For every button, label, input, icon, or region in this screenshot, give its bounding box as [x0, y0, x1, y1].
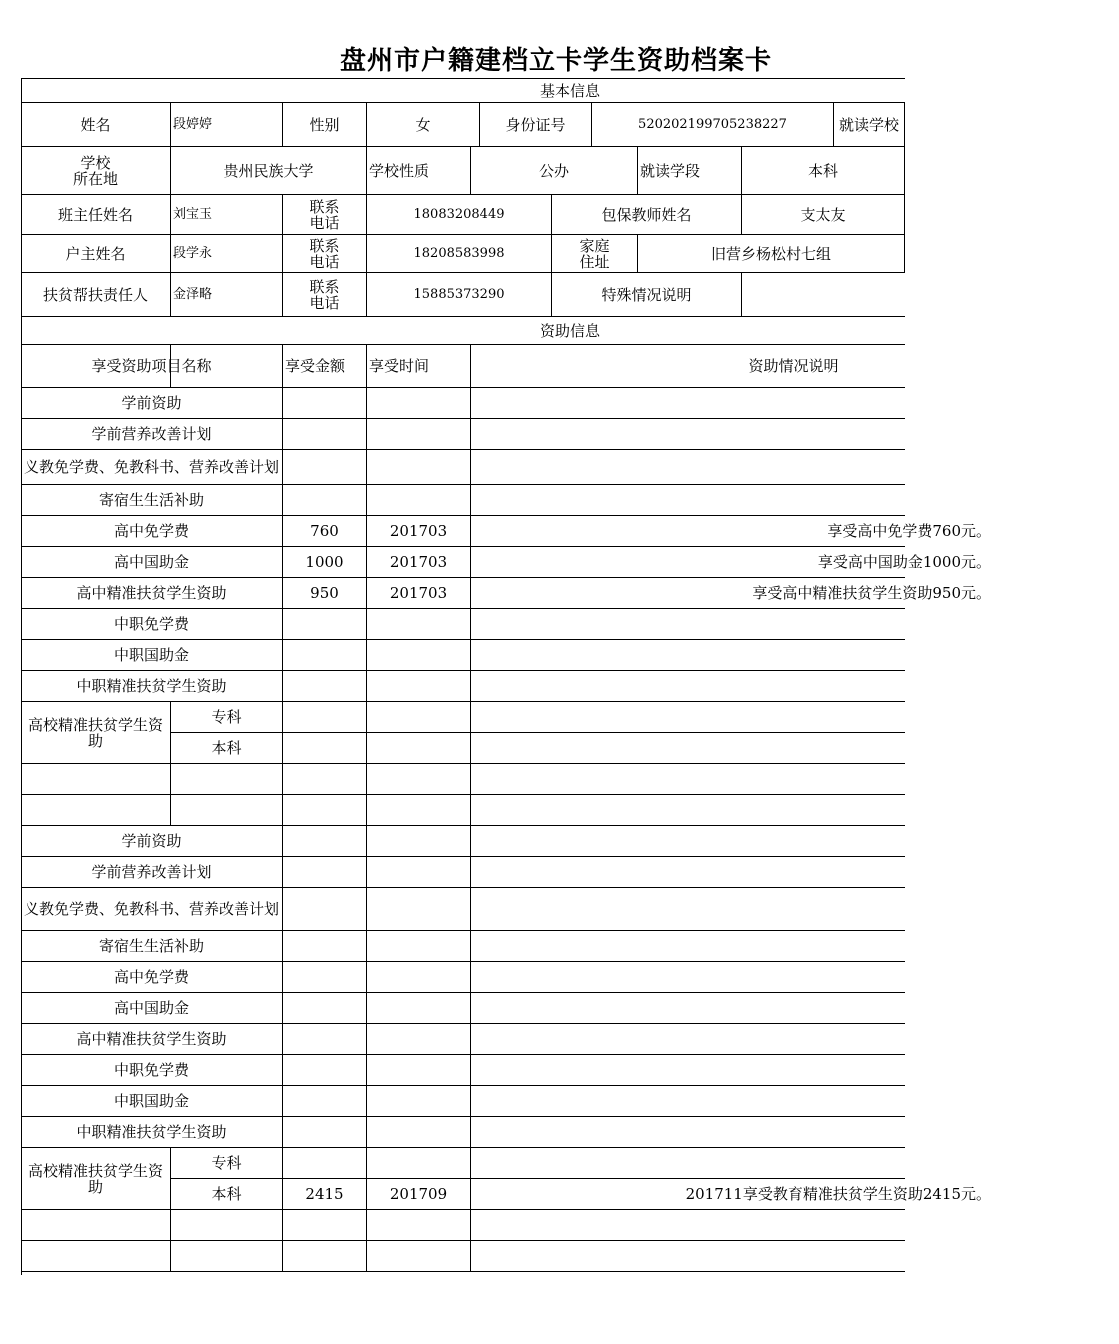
aid-amount — [283, 1148, 366, 1178]
grid-line — [170, 1209, 171, 1240]
special-situation-label: 特殊情况说明 — [601, 285, 692, 304]
aid-time — [367, 826, 470, 856]
aid-amount — [283, 1055, 366, 1085]
col-amount-header: 享受金额 — [285, 357, 346, 375]
aid-description — [471, 931, 993, 961]
grid-line — [170, 1240, 171, 1271]
aid-time — [367, 993, 470, 1023]
grid-line — [904, 194, 905, 234]
aid-project-name: 高中国助金 — [113, 553, 189, 571]
aid-time — [367, 1055, 470, 1085]
grid-line — [21, 1271, 905, 1272]
responsible-person-value: 金泽略 — [173, 286, 213, 302]
school-label: 就读学校 — [838, 115, 899, 134]
aid-amount — [283, 888, 366, 930]
aid-project-name: 寄宿生生活补助 — [98, 937, 204, 955]
aid-description — [471, 1117, 993, 1147]
teacher-phone-label: 联系 电话 — [309, 197, 340, 232]
higher-edu-aid-label: 高校精准扶贫学生资助 — [27, 715, 163, 750]
name-label: 姓名 — [80, 115, 111, 134]
aid-description — [471, 450, 993, 484]
responsible-phone-value: 15885373290 — [413, 286, 505, 302]
aid-description: 享受高中国助金1000元。 — [817, 553, 991, 571]
school-nature-value: 公办 — [538, 161, 569, 180]
aid-project-name: 中职精准扶贫学生资助 — [76, 677, 227, 695]
aid-description — [471, 1055, 993, 1085]
grid-line — [904, 146, 905, 194]
aid-amount: 2415 — [305, 1185, 344, 1203]
sub-zhuanke-label: 专科 — [211, 708, 242, 726]
aid-time: 201703 — [389, 553, 448, 571]
aid-time — [367, 640, 470, 670]
name-value: 段婷婷 — [173, 116, 213, 132]
grid-line — [170, 1209, 905, 1210]
aid-amount: 760 — [310, 522, 339, 540]
aid-description — [471, 609, 993, 639]
id-number-label: 身份证号 — [505, 115, 566, 134]
aid-time — [367, 609, 470, 639]
aid-amount — [283, 1024, 366, 1054]
aid-project-name: 高中免学费 — [113, 968, 189, 986]
grid-line — [170, 794, 171, 825]
aid-description — [471, 702, 993, 732]
aid-amount — [283, 419, 366, 449]
grid-line — [470, 763, 471, 794]
head-teacher-value: 刘宝玉 — [173, 206, 213, 222]
grid-line — [282, 1209, 283, 1240]
aid-project-name: 高中精准扶贫学生资助 — [76, 1030, 227, 1048]
home-address-value: 旧营乡杨松村七组 — [710, 244, 831, 263]
grid-line — [366, 763, 367, 794]
grid-line — [21, 794, 905, 795]
study-stage-label: 就读学段 — [640, 161, 701, 180]
aid-time: 201703 — [389, 522, 448, 540]
col-time-header: 享受时间 — [369, 357, 430, 375]
grid-line — [366, 1209, 367, 1240]
head-teacher-label: 班主任姓名 — [57, 205, 133, 224]
school-location-value: 贵州民族大学 — [223, 161, 314, 180]
grid-line — [366, 794, 367, 825]
aid-amount — [283, 962, 366, 992]
aid-project-name: 中职免学费 — [113, 1061, 189, 1079]
aid-time — [367, 450, 470, 484]
sub-benke-label: 本科 — [211, 739, 242, 757]
guarantor-teacher-value: 支太友 — [800, 205, 846, 224]
aid-amount — [283, 1117, 366, 1147]
sub-zhuanke-label: 专科 — [211, 1154, 242, 1172]
aid-amount — [283, 931, 366, 961]
aid-project-name: 学前营养改善计划 — [91, 863, 212, 881]
aid-time — [367, 888, 470, 930]
aid-description — [471, 733, 993, 763]
aid-amount — [283, 993, 366, 1023]
col-desc-header: 资助情况说明 — [748, 357, 839, 375]
householder-phone-label: 联系 电话 — [309, 236, 340, 271]
aid-amount — [283, 485, 366, 515]
aid-time — [367, 857, 470, 887]
aid-project-name: 寄宿生生活补助 — [98, 491, 204, 509]
householder-value: 段学永 — [173, 245, 213, 261]
aid-description: 201711享受教育精准扶贫学生资助2415元。 — [685, 1185, 991, 1203]
responsible-phone-label: 联系 电话 — [309, 277, 340, 312]
aid-description — [471, 1148, 993, 1178]
gender-value: 女 — [415, 115, 431, 134]
aid-description — [471, 888, 993, 930]
aid-amount — [283, 733, 366, 763]
aid-description — [471, 1024, 993, 1054]
grid-line — [282, 794, 283, 825]
aid-description — [471, 857, 993, 887]
aid-time — [367, 733, 470, 763]
aid-project-name: 高中精准扶贫学生资助 — [76, 584, 227, 602]
aid-project-name: 中职国助金 — [113, 646, 189, 664]
guarantor-teacher-label: 包保教师姓名 — [601, 205, 692, 224]
aid-amount — [283, 826, 366, 856]
aid-description: 享受高中免学费760元。 — [827, 522, 991, 540]
higher-edu-aid-label: 高校精准扶贫学生资助 — [27, 1161, 163, 1196]
aid-description — [471, 1086, 993, 1116]
aid-time — [367, 671, 470, 701]
col-project-header: 享受资助项目名称 — [91, 357, 212, 375]
aid-time — [367, 1086, 470, 1116]
grid-line — [282, 1240, 283, 1271]
aid-amount — [283, 609, 366, 639]
grid-line — [282, 763, 283, 794]
gender-label: 性别 — [309, 115, 340, 134]
grid-line — [470, 1209, 471, 1240]
aid-amount: 1000 — [305, 553, 344, 571]
aid-time — [367, 962, 470, 992]
aid-project-name: 中职免学费 — [113, 615, 189, 633]
aid-amount — [283, 671, 366, 701]
study-stage-value: 本科 — [807, 161, 838, 180]
grid-line — [21, 1240, 905, 1241]
grid-line — [21, 763, 170, 764]
grid-line — [21, 1209, 170, 1210]
aid-project-name: 学前资助 — [121, 394, 182, 412]
grid-line — [904, 234, 905, 272]
aid-amount — [283, 702, 366, 732]
aid-description — [471, 671, 993, 701]
aid-amount — [283, 1086, 366, 1116]
householder-label: 户主姓名 — [65, 244, 126, 263]
aid-time — [367, 419, 470, 449]
sub-benke-label: 本科 — [211, 1185, 242, 1203]
aid-project-name: 学前营养改善计划 — [91, 425, 212, 443]
basic-info-heading: 基本信息 — [539, 81, 600, 100]
aid-time: 201709 — [389, 1185, 448, 1203]
aid-time — [367, 1117, 470, 1147]
aid-description — [471, 388, 993, 418]
responsible-person-label: 扶贫帮扶责任人 — [42, 285, 148, 304]
aid-time — [367, 388, 470, 418]
teacher-phone-value: 18083208449 — [413, 206, 505, 222]
aid-time — [367, 485, 470, 515]
school-location-label: 学校 所在地 — [72, 153, 118, 188]
aid-time — [367, 702, 470, 732]
aid-project-name: 学前资助 — [121, 832, 182, 850]
archive-card-table — [21, 78, 991, 1275]
aid-description — [471, 993, 993, 1023]
aid-amount — [283, 640, 366, 670]
grid-line — [470, 794, 471, 825]
aid-time — [367, 1024, 470, 1054]
aid-project-name: 中职国助金 — [113, 1092, 189, 1110]
grid-line — [470, 1240, 471, 1271]
aid-info-heading: 资助信息 — [539, 321, 600, 340]
aid-description — [471, 419, 993, 449]
aid-amount — [283, 450, 366, 484]
grid-line — [904, 102, 905, 146]
aid-description — [471, 826, 993, 856]
special-situation-value — [742, 273, 904, 316]
aid-project-name: 义教免学费、免教科书、营养改善计划 — [23, 900, 279, 918]
home-address-label: 家庭 住址 — [579, 236, 610, 271]
id-number-value: 520202199705238227 — [638, 116, 787, 132]
aid-description: 享受高中精准扶贫学生资助950元。 — [752, 584, 991, 602]
aid-time — [367, 1148, 470, 1178]
aid-project-name: 义教免学费、免教科书、营养改善计划 — [23, 458, 279, 476]
grid-line — [170, 763, 905, 764]
aid-amount — [283, 388, 366, 418]
householder-phone-value: 18208583998 — [413, 245, 505, 261]
grid-line — [170, 763, 171, 794]
aid-amount: 950 — [310, 584, 339, 602]
aid-description — [471, 962, 993, 992]
grid-line — [366, 1240, 367, 1271]
aid-project-name: 高中国助金 — [113, 999, 189, 1017]
aid-project-name: 高中免学费 — [113, 522, 189, 540]
aid-description — [471, 640, 993, 670]
aid-project-name: 中职精准扶贫学生资助 — [76, 1123, 227, 1141]
aid-time — [367, 931, 470, 961]
aid-time: 201703 — [389, 584, 448, 602]
page-title: 盘州市户籍建档立卡学生资助档案卡 — [340, 46, 773, 76]
school-nature-label: 学校性质 — [369, 161, 430, 180]
aid-description — [471, 485, 993, 515]
aid-amount — [283, 857, 366, 887]
